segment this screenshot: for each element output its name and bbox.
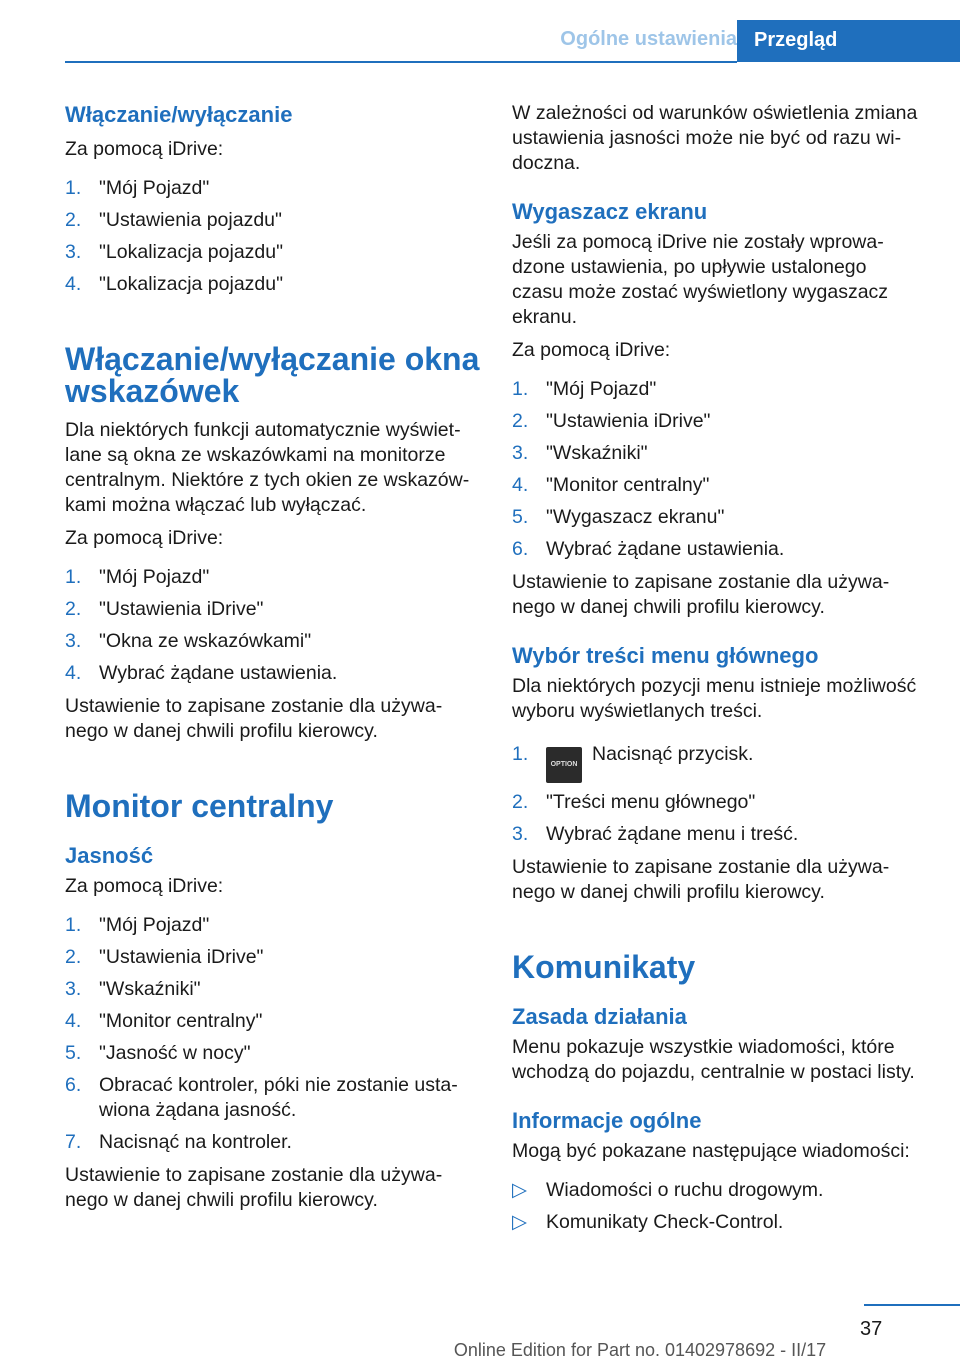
list-item: 4. "Lokalizacja pojazdu" [65,273,284,295]
list-item: 4. "Monitor centralny" [65,1010,263,1032]
body-text: Menu pokazuje wszystkie wiadomości, które wchodzą do pojazdu, centralnie w postaci listy. [512,1036,915,1083]
list-item: 2. "Treści menu głównego" [512,791,756,813]
list-item: 3. Wybrać żądane menu i treść. [512,823,799,845]
list-item: 5. "Wygaszacz ekranu" [512,506,725,528]
intro-text: Za pomocą iDrive: [65,138,224,160]
list-item: ▷ Komunikaty Check-Control. [512,1211,784,1233]
list-item: 1. OPTION Nacisnąć przycisk. [512,742,932,783]
list-item: 7. Nacisnąć na kontroler. [65,1131,292,1153]
bullet-list [512,1178,932,1235]
list-item: 2. "Ustawienia pojazdu" [65,209,282,231]
steps-list [65,176,485,297]
note-text: Ustawienie to zapisane zostanie dla używa- nego w danej chwili profilu kierowcy. [65,695,443,742]
footer-rule [864,1304,960,1306]
list-item: 4. Wybrać żądane ustawienia. [65,662,338,684]
page-number: 37 [860,1318,883,1340]
left-column [65,101,485,1213]
intro-text: Za pomocą iDrive: [65,527,224,549]
section-tab: Przegląd [737,20,960,62]
list-item: 4. "Monitor centralny" [512,474,710,496]
list-item: 2. "Ustawienia iDrive" [512,410,711,432]
right-column [512,101,932,1235]
intro-text: Za pomocą iDrive: [65,875,224,897]
body-text: Dla niektórych funkcji automatycznie wyświet- lane są okna ze wskazówkami na monitorze centralnym. Niektóre z tych okien ze wskazów- kami można włączać lub wyłączać. [65,419,470,516]
body-text: Dla niektórych pozycji menu istnieje możliwość wyboru wyświetlanych treści. [512,675,917,722]
page-header [0,0,960,62]
note-text: Ustawienie to zapisane zostanie dla używa- nego w danej chwili profilu kierowcy. [512,571,890,618]
body-text: Jeśli za pomocą iDrive nie zostały wprowa- dzone ustawienia, po upływie ustalonego czasu może zostać wyświetlony wygaszacz ekranu. [512,231,889,328]
list-item: 3. "Wskaźniki" [512,442,648,464]
heading-on-off: Włączanie/wyłączanie [65,102,293,127]
list-item: 5. "Jasność w nocy" [65,1042,251,1064]
steps-list [512,742,932,847]
list-item: 6. Wybrać żądane ustawienia. [512,538,785,560]
note-text: Ustawienie to zapisane zostanie dla używa- nego w danej chwili profilu kierowcy. [65,1164,443,1211]
list-item: 1. "Mój Pojazd" [65,177,210,199]
list-item: 3. "Okna ze wskazówkami" [65,630,312,652]
list-item: 3. "Wskaźniki" [65,978,201,1000]
heading-main-menu-content: Wybór treści menu głównego [512,643,819,668]
bullet-triangle-icon: ▷ [512,1211,527,1233]
heading-messages: Komunikaty [512,949,696,985]
note-text: Ustawienie to zapisane zostanie dla używa- nego w danej chwili profilu kierowcy. [512,856,890,903]
list-item: ▷ Wiadomości o ruchu drogowym. [512,1179,824,1201]
heading-brightness: Jasność [65,843,154,868]
bullet-triangle-icon: ▷ [512,1179,527,1201]
list-item: 1. "Mój Pojazd" [512,378,657,400]
list-item: 2. "Ustawienia iDrive" [65,598,264,620]
list-item: 6. Obracać kontroler, póki nie zostanie usta- wiona żądana jasność. [65,1074,458,1121]
heading-hint-windows: Włączanie/wyłączanie okna wskazówek [65,341,480,409]
body-text: W zależności od warunków oświetlenia zmiana ustawienia jasności może nie być od razu wi- doczna. [512,102,918,174]
steps-list [512,377,932,562]
list-item: 1. "Mój Pojazd" [65,914,210,936]
list-item: 2. "Ustawienia iDrive" [65,946,264,968]
section-label: Ogólne ustawienia [560,28,737,50]
heading-central-monitor: Monitor centralny [65,788,334,824]
heading-general-info: Informacje ogólne [512,1108,702,1133]
list-item: 3. "Lokalizacja pojazdu" [65,241,284,263]
intro-text: Za pomocą iDrive: [512,339,671,361]
edition-footer: Online Edition for Part no. 01402978692 - II/17 [453,1340,827,1360]
header-rule [65,61,737,63]
body-text: Mogą być pokazane następujące wiadomości: [512,1140,910,1162]
list-item: 1. "Mój Pojazd" [65,566,210,588]
steps-list [65,913,485,1155]
heading-principle: Zasada działania [512,1004,687,1029]
option-button-icon: OPTION [546,747,582,783]
heading-screensaver: Wygaszacz ekranu [512,199,708,224]
steps-list [65,565,485,686]
